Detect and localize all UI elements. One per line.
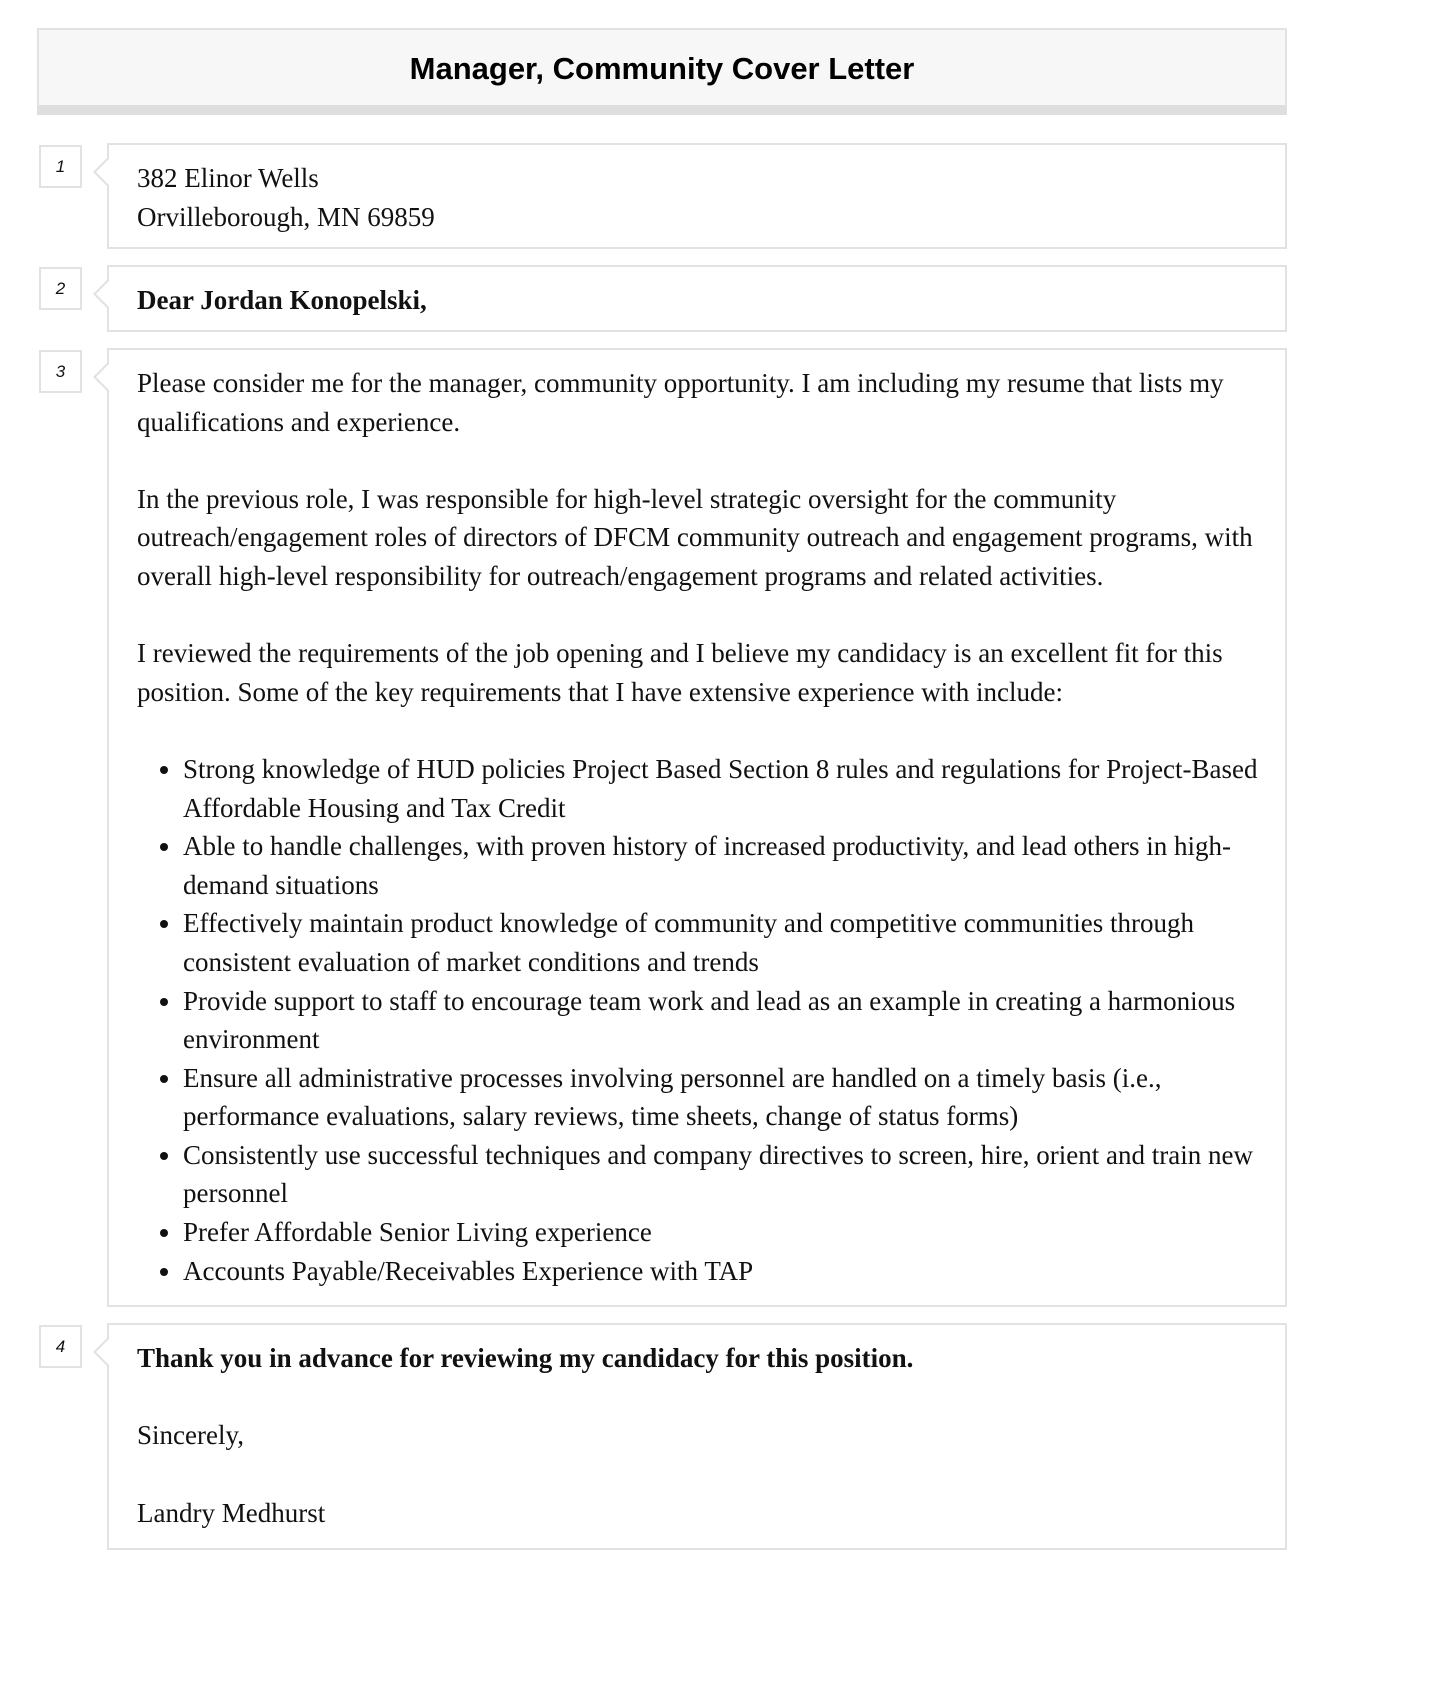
section-content-box (107, 1323, 1287, 1550)
requirements-list (137, 750, 1261, 1290)
address-line-2: Orvilleborough, MN 69859 (137, 201, 435, 232)
section-number-badge: 3 (39, 350, 82, 393)
cover-letter-page (37, 28, 1287, 1550)
section-salutation (37, 265, 1287, 332)
section-content-box (107, 265, 1287, 332)
list-item: • Provide support to staff to encourage team work and lead as an example in creating a harmonious environment (183, 982, 1261, 1059)
section-address (37, 143, 1287, 249)
list-item: • Prefer Affordable Senior Living experience (183, 1213, 1261, 1252)
section-closing (37, 1323, 1287, 1550)
body-paragraph-experience: In the previous role, I was responsible for high-level strategic oversight for the community outreach/engagement roles of directors of DFCM community outreach and engagement programs, with overall high-level responsibility for outreach/engagement programs and related activities. (137, 483, 1253, 591)
section-number-badge: 4 (39, 1325, 82, 1368)
section-number-badge: 2 (39, 267, 82, 310)
body-paragraph-intro: Please consider me for the manager, community opportunity. I am including my resume that lists my qualifications and experience. (137, 368, 1224, 437)
list-item: • Ensure all administrative processes involving personnel are handled on a timely basis (i.e., performance evaluations, salary reviews, time sheets, change of status forms) (183, 1059, 1261, 1136)
section-body (37, 348, 1287, 1307)
body-paragraph-requirements: I reviewed the requirements of the job opening and I believe my candidacy is an excellent fit for this position. Some of the key requirements that I have extensive experience with include: (137, 638, 1223, 707)
list-item: • Strong knowledge of HUD policies Project Based Section 8 rules and regulations for Project-Based Affordable Housing and Tax Credit (183, 750, 1261, 827)
section-content-box (107, 143, 1287, 249)
page-title: Manager, Community Cover Letter (409, 50, 915, 86)
page-header (37, 28, 1287, 115)
signature-name: Landry Medhurst (137, 1497, 326, 1528)
closing-statement: Thank you in advance for reviewing my candidacy for this position. (137, 1343, 914, 1374)
section-number-badge: 1 (39, 145, 82, 188)
sign-off: Sincerely, (137, 1420, 244, 1451)
address-line-1: 382 Elinor Wells (137, 163, 319, 193)
list-item: • Effectively maintain product knowledge of community and competitive communities through consistent evaluation of market conditions and trends (183, 904, 1261, 981)
list-item: • Accounts Payable/Receivables Experience with TAP (183, 1252, 1261, 1291)
list-item: • Consistently use successful techniques and company directives to screen, hire, orient and train new personnel (183, 1136, 1261, 1213)
list-item: • Able to handle challenges, with proven history of increased productivity, and lead others in high-demand situations (183, 827, 1261, 904)
section-content-box (107, 348, 1287, 1307)
salutation: Dear Jordan Konopelski, (137, 285, 427, 315)
